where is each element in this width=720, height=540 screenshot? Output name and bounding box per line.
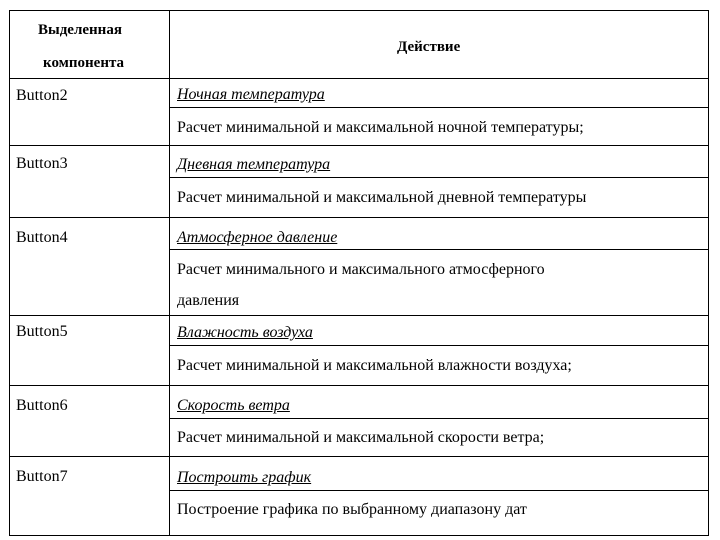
row-separator (9, 217, 709, 218)
header-action: Действие (397, 39, 461, 55)
row-description: Расчет минимальной и максимальной ночной температуры; (177, 119, 584, 136)
row-inner-divider (169, 249, 709, 250)
row-description: Расчет минимального и максимального атмосферного (177, 261, 545, 278)
row-title: Скорость ветра (177, 397, 290, 414)
header-separator (9, 78, 709, 79)
row-separator (9, 385, 709, 386)
row-description: Расчет минимальной и максимальной скорости ветра; (177, 429, 545, 446)
row-description: Расчет минимальной и максимальной влажности воздуха; (177, 357, 572, 374)
row-component: Button7 (16, 468, 68, 485)
row-title: Дневная температура (177, 156, 331, 173)
row-description: Расчет минимальной и максимальной дневной температуры (177, 189, 587, 206)
row-description-cont: давления (177, 292, 240, 309)
row-title: Ночная температура (177, 86, 325, 103)
row-description: Построение графика по выбранному диапазону дат (177, 501, 527, 518)
header-component-line2: компонента (43, 55, 125, 71)
header-component-line1: Выделенная (38, 22, 122, 38)
row-inner-divider (169, 345, 709, 346)
row-component: Button6 (16, 397, 68, 414)
row-component: Button3 (16, 155, 68, 172)
row-component: Button5 (16, 323, 68, 340)
row-inner-divider (169, 177, 709, 178)
row-separator (9, 315, 709, 316)
row-component: Button2 (16, 87, 68, 104)
row-inner-divider (169, 418, 709, 419)
row-inner-divider (169, 490, 709, 491)
row-separator (9, 456, 709, 457)
row-separator (9, 145, 709, 146)
row-component: Button4 (16, 229, 68, 246)
row-title: Атмосферное давление (177, 229, 338, 246)
row-inner-divider (169, 107, 709, 108)
column-divider (169, 10, 170, 536)
row-title: Построить график (177, 469, 312, 486)
row-title: Влажность воздуха (177, 324, 313, 341)
